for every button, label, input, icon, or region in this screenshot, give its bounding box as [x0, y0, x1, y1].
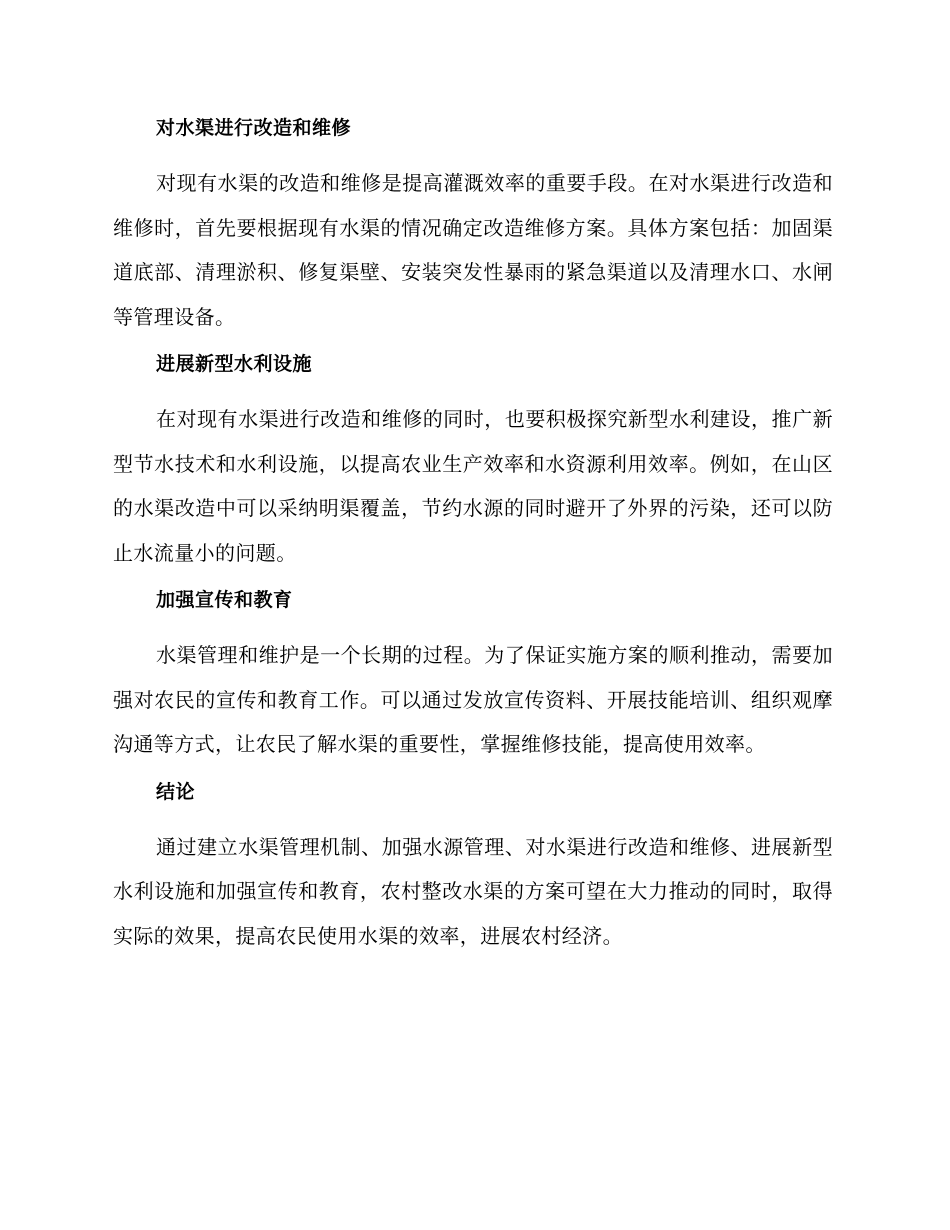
section-conclusion [113, 776, 833, 959]
section-paragraph: 在对现有水渠进行改造和维修的同时，也要积极探究新型水利建设，推广新型节水技术和水利设施，以提高农业生产效率和水资源利用效率。例如，在山区的水渠改造中可以采纳明渠覆盖，节约水源的同时避开了外界的污染，还可以防止水流量小的问题。 [113, 407, 833, 565]
section-new-facilities [113, 348, 833, 575]
section-heading: 进展新型水利设施 [156, 353, 313, 375]
section-publicity-education [113, 584, 833, 767]
section-canal-renovation [113, 112, 833, 339]
document-content [113, 112, 833, 958]
section-paragraph: 通过建立水渠管理机制、加强水源管理、对水渠进行改造和维修、进展新型水利设施和加强宣传和教育，农村整改水渠的方案可望在大力推动的同时，取得实际的效果，提高农民使用水渠的效率，进展农村经济。 [113, 834, 833, 948]
section-heading: 加强宣传和教育 [156, 589, 293, 611]
section-paragraph: 水渠管理和维护是一个长期的过程。为了保证实施方案的顺利推动，需要加强对农民的宣传和教育工作。可以通过发放宣传资料、开展技能培训、组织观摩沟通等方式，让农民了解水渠的重要性，掌握维修技能，提高使用效率。 [113, 643, 833, 756]
section-heading: 结论 [156, 780, 196, 803]
section-heading: 对水渠进行改造和维修 [156, 117, 352, 139]
section-paragraph: 对现有水渠的改造和维修是提高灌溉效率的重要手段。在对水渠进行改造和维修时，首先要根据现有水渠的情况确定改造维修方案。具体方案包括：加固渠道底部、清理淤积、修复渠壁、安装突发性暴雨的紧急渠道以及清理水口、水闸等管理设备。 [113, 171, 833, 329]
